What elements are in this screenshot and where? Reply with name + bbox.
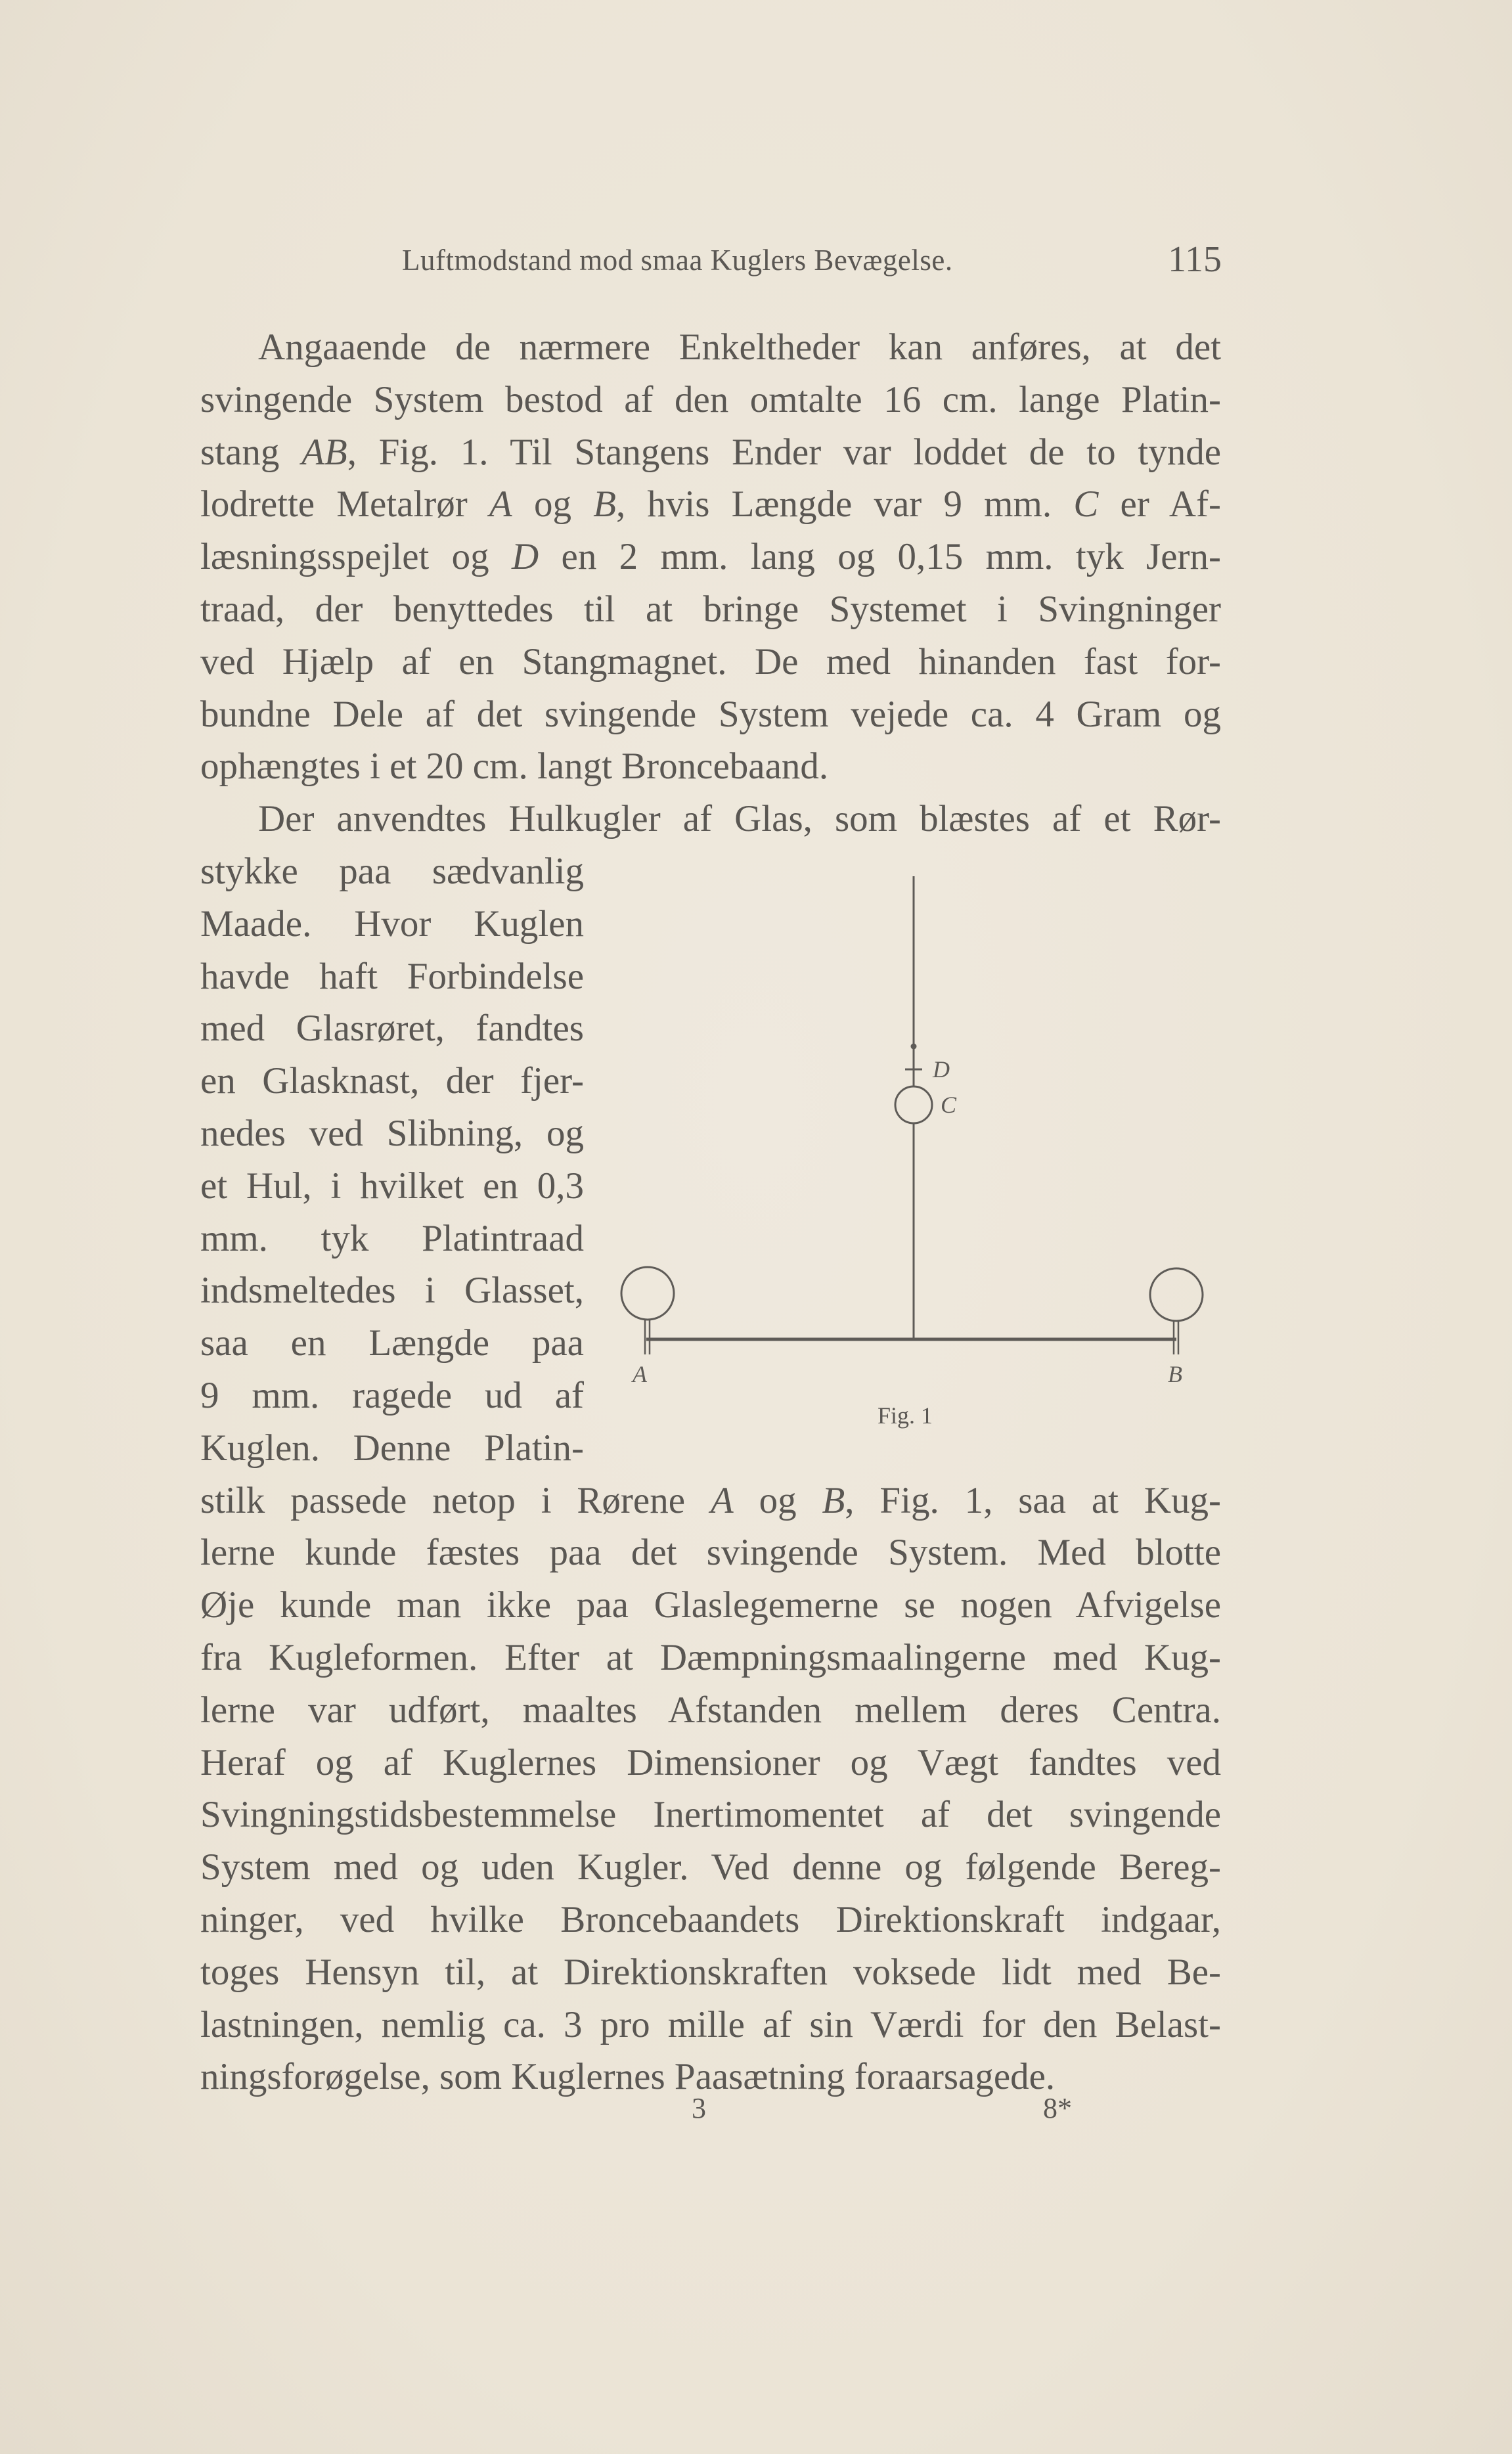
text-line: [200, 1789, 1221, 1840]
label-d: D: [933, 1056, 950, 1082]
text-segment: et Hul, i hvilket en 0,3: [200, 1165, 584, 1207]
text-line: [200, 1056, 584, 1107]
text-line: [200, 1423, 584, 1474]
text-line: [200, 1999, 1221, 2051]
text-line: [200, 846, 584, 897]
text-segment: havde haft Forbindelse: [200, 955, 584, 997]
text-line: [200, 899, 584, 950]
text-line: [200, 479, 1221, 530]
text-line: [200, 1632, 1221, 1684]
text-segment: indsmeltedes i Glasset,: [200, 1270, 584, 1312]
page-number: 115: [1168, 239, 1222, 280]
text-segment: fra Kugleformen. Efter at Dæmpningsmaalingerne med Kug-: [200, 1637, 1221, 1678]
italic-symbol: C: [1073, 483, 1099, 525]
running-header: Luftmodstand mod smaa Kuglers Bevægelse.: [402, 244, 953, 277]
text-segment: mm. tyk Platintraad: [200, 1217, 584, 1259]
text-segment: 9 mm. ragede ud af: [200, 1375, 584, 1416]
text-segment: ningsforøgelse, som Kuglernes Paasætning foraarsagede.: [200, 2056, 1056, 2098]
text-line: [200, 689, 1221, 740]
text-segment: toges Hensyn til, at Direktionskraften voksede lidt med Be-: [200, 1951, 1221, 1993]
label-c: C: [941, 1092, 957, 1118]
text-line: [200, 1894, 1221, 1946]
text-line: [200, 1685, 1221, 1736]
text-segment: en 2 mm. lang og 0,15 mm. tyk Jern-: [539, 536, 1221, 578]
italic-symbol: AB: [301, 431, 347, 473]
text-segment: , Fig. 1, saa at Kug-: [845, 1479, 1222, 1521]
text-line: [200, 1580, 1221, 1631]
text-line: [200, 1947, 1221, 1998]
text-segment: en Glasknast, der fjer-: [200, 1060, 584, 1102]
text-segment: lodrette Metalrør: [200, 483, 489, 525]
text-segment: stilk passede netop i Rørene: [200, 1479, 711, 1521]
text-line: [258, 793, 1221, 845]
italic-symbol: A: [710, 1479, 734, 1521]
text-segment: og: [733, 1479, 822, 1521]
text-segment: svingende System bestod af den omtalte 16 cm. lange Platin-: [200, 378, 1221, 420]
text-line: [200, 1475, 1221, 1527]
text-segment: med Glasrøret, fandtes: [200, 1008, 584, 1050]
italic-symbol: B: [822, 1479, 845, 1521]
text-segment: stang: [200, 431, 302, 473]
text-line: [258, 322, 1221, 373]
text-segment: , Fig. 1. Til Stangens Ender var loddet de to tynde: [347, 431, 1221, 473]
italic-symbol: D: [512, 536, 539, 578]
text-segment: læsningsspejlet og: [200, 536, 512, 578]
text-line: [200, 427, 1221, 478]
text-line: [200, 951, 584, 1002]
sheet-mark: 8*: [1043, 2092, 1072, 2124]
text-line: [200, 1527, 1221, 1578]
text-line: [200, 1265, 584, 1316]
text-line: [200, 741, 1221, 792]
text-segment: stykke paa sædvanlig: [200, 851, 584, 892]
text-segment: ninger, ved hvilke Broncebaandets Direktionskraft indgaar,: [200, 1899, 1221, 1940]
text-segment: Svingningstidsbestemmelse Inertimomentet af det svingende: [200, 1794, 1221, 1836]
text-segment: Øje kunde man ikke paa Glaslegemerne se nogen Afvigelse: [200, 1584, 1221, 1626]
text-line: [200, 1003, 584, 1054]
text-segment: saa en Længde paa: [200, 1322, 584, 1364]
text-segment: er Af-: [1098, 483, 1222, 525]
text-line: [200, 1161, 584, 1212]
text-line: [200, 531, 1221, 583]
text-segment: lerne kunde fæstes paa det svingende System. Med blotte: [200, 1532, 1221, 1574]
text-line: [200, 1737, 1221, 1789]
label-b: B: [1168, 1361, 1182, 1387]
signature-mark: 3: [692, 2092, 706, 2124]
italic-symbol: A: [489, 483, 512, 525]
text-segment: Maade. Hvor Kuglen: [200, 903, 584, 945]
text-segment: traad, der benyttedes til at bringe Systemet i Svingninger: [200, 589, 1221, 630]
text-segment: System med og uden Kugler. Ved denne og følgende Bereg-: [200, 1846, 1221, 1888]
text-line: [200, 1108, 584, 1159]
text-segment: Heraf og af Kuglernes Dimensioner og Vægt fandtes ved: [200, 1741, 1221, 1783]
text-line: [200, 1318, 584, 1369]
text-line: [200, 1213, 584, 1264]
text-segment: bundne Dele af det svingende System vejede ca. 4 Gram og: [200, 693, 1221, 735]
text-line: [200, 374, 1221, 426]
text-segment: , hvis Længde var 9 mm.: [615, 483, 1074, 525]
text-segment: lerne var udført, maaltes Afstanden mellem deres Centra.: [200, 1689, 1221, 1731]
text-line: [200, 1842, 1221, 1893]
text-segment: lastningen, nemlig ca. 3 pro mille af sin Værdi for den Belast-: [200, 2003, 1221, 2045]
text-segment: ved Hjælp af en Stangmagnet. De med hinanden fast for-: [200, 640, 1221, 682]
text-segment: nedes ved Slibning, og: [200, 1113, 584, 1154]
text-segment: ophængtes i et 20 cm. langt Broncebaand.: [200, 746, 829, 788]
text-segment: Der anvendtes Hulkugler af Glas, som blæstes af et Rør-: [258, 798, 1221, 840]
label-a: A: [633, 1361, 647, 1387]
text-line: [200, 1370, 584, 1421]
text-segment: Angaaende de nærmere Enkeltheder kan anføres, at det: [258, 326, 1221, 368]
text-segment: og: [512, 483, 594, 525]
figure-caption: Fig. 1: [878, 1402, 933, 1429]
text-line: [200, 584, 1221, 635]
text-line: [200, 636, 1221, 688]
italic-symbol: B: [593, 483, 616, 525]
text-segment: Kuglen. Denne Platin-: [200, 1427, 584, 1469]
